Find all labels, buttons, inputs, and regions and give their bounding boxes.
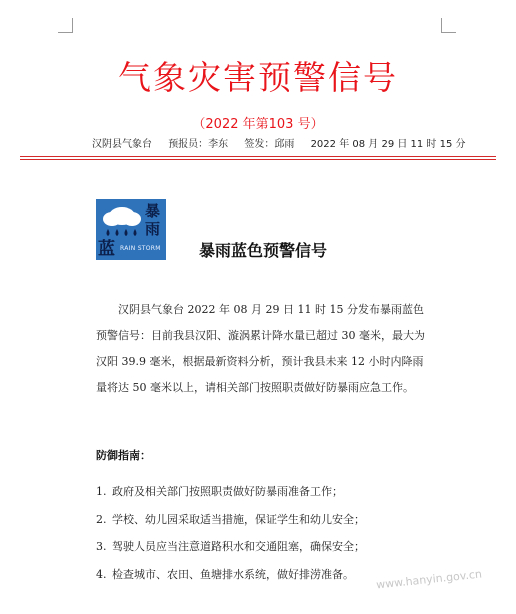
crop-mark-top-right	[441, 18, 456, 33]
header-rule-thin	[20, 159, 496, 160]
rainstorm-blue-badge	[96, 199, 166, 260]
issuer: 签发：邱雨	[244, 139, 295, 150]
document-title: 气象灾害预警信号	[118, 58, 398, 97]
badge-english-label: RAIN STORM	[120, 245, 161, 252]
list-item: 4. 检查城市、农田、鱼塘排水系统，做好排涝准备。	[96, 567, 354, 581]
issue-datetime: 2022 年 08 月 29 日 11 时 15 分	[310, 139, 466, 150]
defense-guide-title: 防御指南：	[96, 449, 151, 462]
warning-subtitle: 暴雨蓝色预警信号	[199, 241, 328, 260]
reporter: 预报员：李东	[168, 139, 229, 150]
site-watermark: www.hanyin.gov.cn	[375, 567, 483, 592]
badge-char-lan: 蓝	[98, 239, 115, 259]
crop-mark-top-left	[58, 18, 73, 33]
badge-char-yu: 雨	[145, 220, 161, 238]
list-item: 2. 学校、幼儿园采取适当措施，保证学生和幼儿安全；	[96, 512, 365, 526]
issue-number: （2022 年第103 号）	[192, 117, 324, 132]
list-item: 1. 政府及相关部门按照职责做好防暴雨准备工作；	[96, 485, 343, 498]
defense-guide-list	[96, 478, 456, 588]
issuer-info-line	[92, 138, 492, 152]
rainstorm-icon	[100, 203, 144, 241]
agency-name: 汉阴县气象台	[92, 139, 152, 150]
warning-body-paragraph: 汉阴县气象台 2022 年 08 月 29 日 11 时 15 分发布暴雨蓝色预警信号：目前我县汉阳、漩涡累计降水量已超过 30 毫米，最大为汉阳 39.9 毫米，根据最新资料分析，预计我县未来 12 小时内降雨量将达 50 毫米以上，请相关部门按照职责做好防暴雨应急工作。	[96, 303, 425, 394]
list-item: 3. 驾驶人员应当注意道路积水和交通阻塞，确保安全；	[96, 540, 365, 553]
header-rule-thick	[20, 156, 496, 157]
badge-char-bao: 暴	[145, 202, 161, 220]
